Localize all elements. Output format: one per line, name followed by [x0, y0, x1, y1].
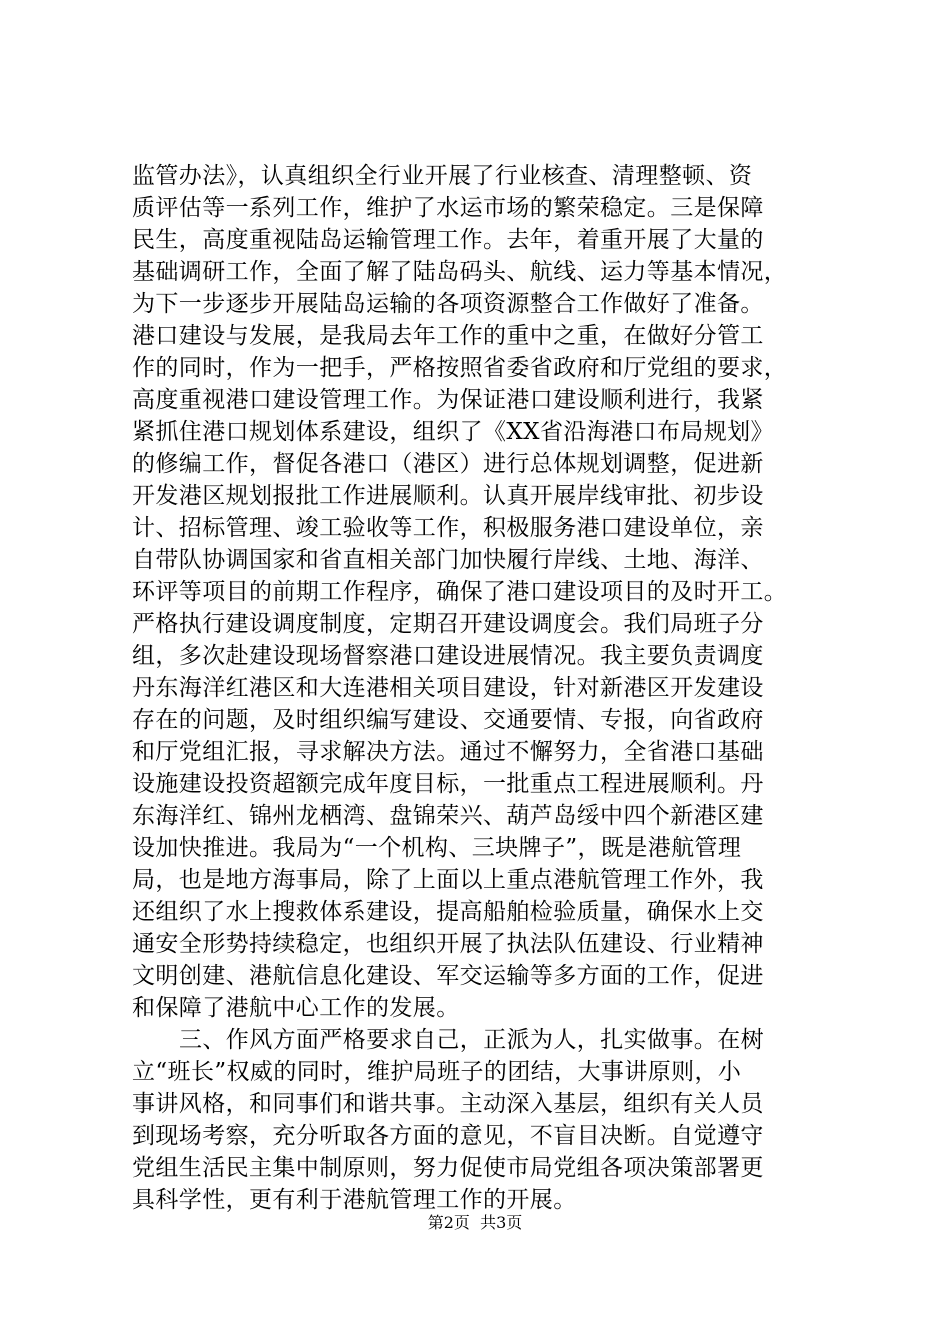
text-line: 文明创建、港航信息化建设、军交运输等多方面的工作，促进 — [132, 963, 764, 989]
text-line: 党组生活民主集中制原则，努力促使市局党组各项决策部署更 — [132, 1155, 764, 1181]
text-line: 局，也是地方海事局，除了上面以上重点港航管理工作外，我 — [132, 867, 764, 893]
text-line: 监管办法》，认真组织全行业开展了行业核查、清理整顿、资 — [132, 163, 753, 189]
text-line: 的修编工作，督促各港口（港区）进行总体规划调整，促进新 — [132, 451, 764, 477]
text-line: 高度重视港口建设管理工作。为保证港口建设顺利进行，我紧 — [132, 387, 764, 413]
text-line: 自带队协调国家和省直相关部门加快履行岸线、土地、海洋、 — [132, 547, 764, 573]
text-line: 存在的问题，及时组织编写建设、交通要情、专报，向省政府 — [132, 707, 764, 733]
text-line: 严格执行建设调度制度，定期召开建设调度会。我们局班子分 — [132, 611, 764, 637]
text-line: 组，多次赴建设现场督察港口建设进展情况。我主要负责调度 — [132, 643, 764, 669]
text-line: 三、作风方面严格要求自己，正派为人，扎实做事。在树 — [179, 1027, 764, 1053]
body-text — [132, 160, 832, 1216]
text-line: 立“班长”权威的同时，维护局班子的团结，大事讲原则，小 — [132, 1059, 742, 1085]
text-line: 民生，高度重视陆岛运输管理工作。去年，着重开展了大量的 — [132, 227, 764, 253]
text-line: 开发港区规划报批工作进展顺利。认真开展岸线审批、初步设 — [132, 483, 764, 509]
text-line: 设加快推进。我局为“一个机构、三块牌子”，既是港航管理 — [132, 835, 742, 861]
text-line: 通安全形势持续稳定，也组织开展了执法队伍建设、行业精神 — [132, 931, 764, 957]
text-line: 东海洋红、锦州龙栖湾、盘锦荣兴、葫芦岛绥中四个新港区建 — [132, 803, 764, 829]
text-line: 设施建设投资超额完成年度目标，一批重点工程进展顺利。丹 — [132, 771, 764, 797]
text-line: 具科学性，更有利于港航管理工作的开展。 — [132, 1187, 577, 1213]
text-line: 还组织了水上搜救体系建设，提高船舶检验质量，确保水上交 — [132, 899, 764, 925]
text-line: 港口建设与发展，是我局去年工作的重中之重，在做好分管工 — [132, 323, 764, 349]
text-line: 计、招标管理、竣工验收等工作，积极服务港口建设单位，亲 — [132, 515, 764, 541]
text-line: 作的同时，作为一把手，严格按照省委省政府和厅党组的要求， — [132, 355, 788, 381]
text-line: 为下一步逐步开展陆岛运输的各项资源整合工作做好了准备。 — [132, 291, 764, 317]
text-line: 到现场考察，充分听取各方面的意见，不盲目决断。自觉遵守 — [132, 1123, 764, 1149]
text-line: 紧抓住港口规划体系建设，组织了《XX省沿海港口布局规划》 — [132, 419, 774, 445]
text-line: 质评估等一系列工作，维护了水运市场的繁荣稳定。三是保障 — [132, 195, 764, 221]
text-line: 事讲风格，和同事们和谐共事。主动深入基层，组织有关人员 — [132, 1091, 764, 1117]
text-line: 和厅党组汇报，寻求解决方法。通过不懈努力，全省港口基础 — [132, 739, 764, 765]
text-line: 丹东海洋红港区和大连港相关项目建设，针对新港区开发建设 — [132, 675, 764, 701]
text-line: 环评等项目的前期工作程序，确保了港口建设项目的及时开工。 — [132, 579, 788, 605]
page-footer: 第2页 共3页 — [427, 1213, 523, 1232]
text-line: 和保障了港航中心工作的发展。 — [132, 995, 460, 1021]
text-line: 基础调研工作，全面了解了陆岛码头、航线、运力等基本情况， — [132, 259, 788, 285]
